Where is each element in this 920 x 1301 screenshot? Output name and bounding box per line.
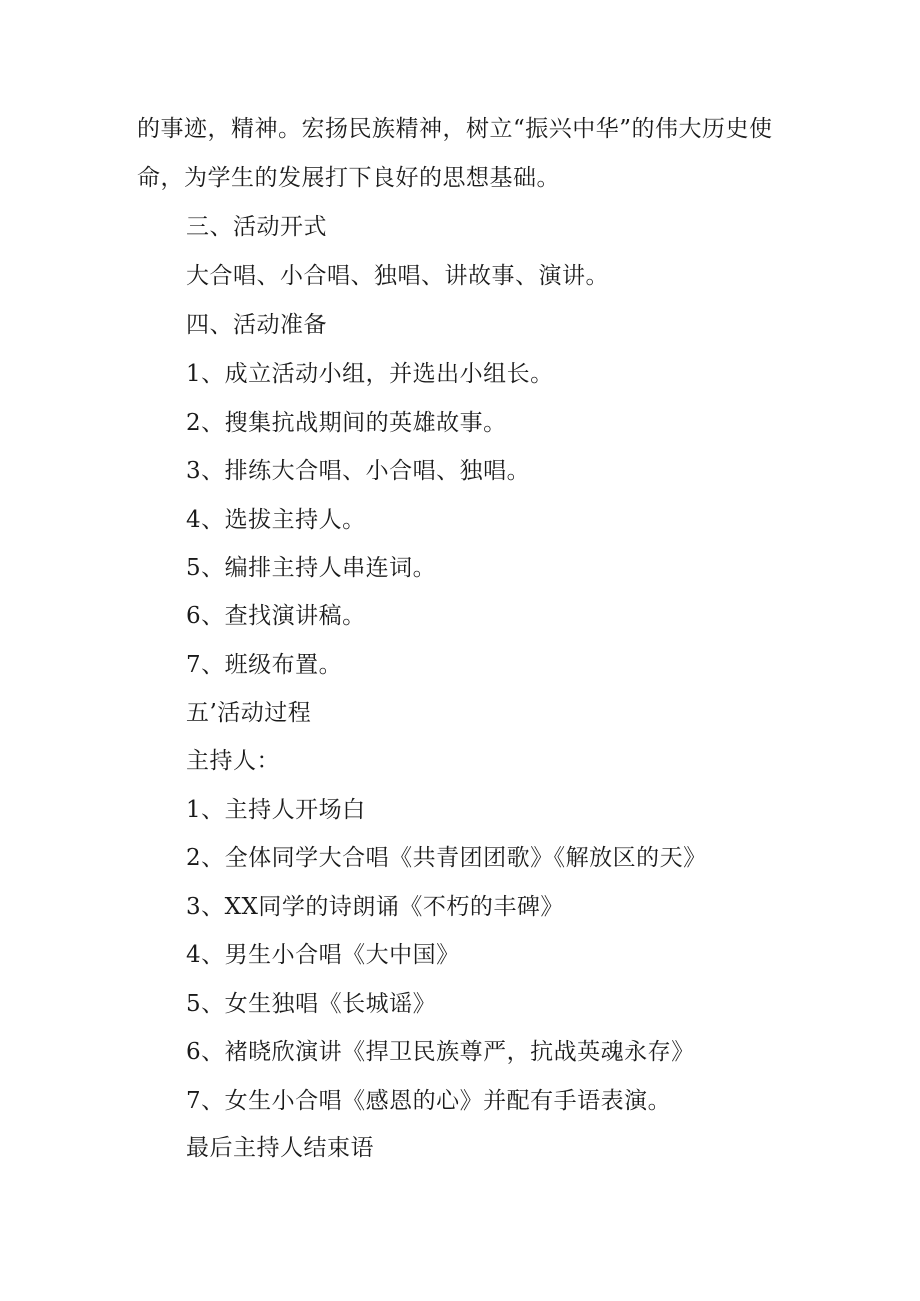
- process-item: 5、女生独唱《长城谣》: [186, 991, 437, 1017]
- section5-heading: 五’活动过程: [186, 700, 312, 726]
- preparation-item: 6、查找演讲稿。: [186, 603, 366, 629]
- section3-heading: 三、活动开式: [186, 214, 327, 240]
- preparation-item: 2、搜集抗战期间的英雄故事。: [186, 410, 507, 436]
- host-label: 主持人：: [186, 748, 280, 774]
- intro-line-2: 命，为学生的发展打下良好的思想基础。: [137, 165, 560, 191]
- preparation-item: 7、班级布置。: [186, 652, 343, 678]
- section4-heading: 四、活动准备: [186, 312, 327, 338]
- intro-line-1: 的事迹，精神。宏扬民族精神，树立“振兴中华”的伟大历史使: [137, 116, 773, 142]
- section3-body: 大合唱、小合唱、独唱、讲故事、演讲。: [186, 263, 609, 289]
- process-item: 3、XX同学的诗朗诵《不朽的丰碑》: [186, 894, 564, 920]
- process-item: 7、女生小合唱《感恩的心》并配有手语表演。: [186, 1088, 672, 1114]
- process-item: 4、男生小合唱《大中国》: [186, 942, 460, 968]
- preparation-item: 1、成立活动小组，并选出小组长。: [186, 361, 554, 387]
- preparation-item: 4、选拔主持人。: [186, 507, 366, 533]
- process-item: 1、主持人开场白: [186, 797, 366, 823]
- process-item: 2、全体同学大合唱《共青团团歌》《解放区的天》: [186, 845, 707, 871]
- preparation-item: 3、排练大合唱、小合唱、独唱。: [186, 458, 531, 484]
- closing-line: 最后主持人结束语: [186, 1135, 374, 1161]
- process-item: 6、褚晓欣演讲《捍卫民族尊严，抗战英魂永存》: [186, 1039, 695, 1065]
- preparation-item: 5、编排主持人串连词。: [186, 555, 437, 581]
